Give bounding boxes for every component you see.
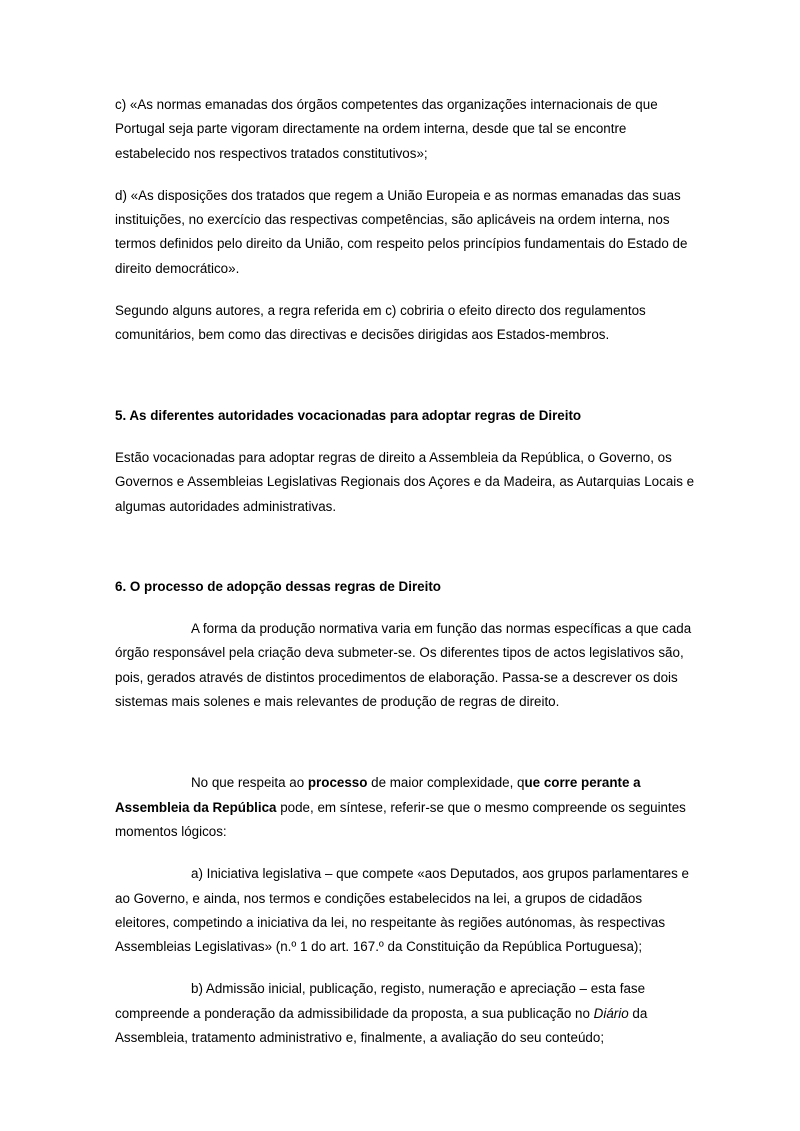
- section-5-heading: 5. As diferentes autoridades vocacionadas para adoptar regras de Direito: [115, 407, 582, 423]
- item-b-text-2: da Assembleia, tratamento administrativo e, finalmente, a avaliação do seu conteúdo;: [115, 1005, 648, 1046]
- section-5-body: Estão vocacionadas para adoptar regras de direito a Assembleia da República, o Governo, os Governos e Assembleias Legislativas Regionais dos Açores e da Madeira, as Autarquias Locais e algumas autoridades administrativas.: [115, 449, 695, 514]
- document-page: [115, 93, 695, 1050]
- item-b-paragraph: [115, 977, 695, 1050]
- section-6-body: A forma da produção normativa varia em função das normas específicas a que cada órgão responsável pela criação deva submeter-se. Os diferentes tipos de actos legislativos são, pois, gerados através de distintos procedimentos de elaboração. Passa-se a descrever os dois sistemas mais solenes e mais relevantes de produção de regras de direito.: [115, 621, 692, 710]
- process-intro-text-3: pode, em síntese, referir-se que o mesmo compreende os seguintes momentos lógicos:: [115, 799, 686, 839]
- section-6-heading: 6. O processo de adopção dessas regras de Direito: [115, 578, 441, 594]
- paragraph-segundo: Segundo alguns autores, a regra referida em c) cobriria o efeito directo dos regulamentos comunitários, bem como das directivas e decisões dirigidas aos Estados-membros.: [115, 303, 646, 343]
- process-intro-paragraph: [115, 771, 695, 844]
- process-intro-bold-2: ue corre perante a Assembleia da República: [115, 775, 641, 815]
- item-a-paragraph: a) Iniciativa legislativa – que compete «aos Deputados, aos grupos parlamentares e ao Governo, e ainda, nos termos e condições estabelecidos na lei, a grupos de cidadãos eleitores, competindo a iniciativa da lei, no respeitante às regiões autónomas, às respectivas Assembleias Legislativas» (n.º 1 do art. 167.º da Constituição da República Portuguesa);: [115, 866, 689, 955]
- process-intro-text-1: No que respeita ao: [191, 775, 308, 791]
- process-intro-text-2: de maior complexidade, q: [367, 775, 525, 791]
- item-b-text-1: b) Admissão inicial, publicação, registo, numeração e apreciação – esta fase compreende a ponderação da admissibilidade da proposta, a sua publicação no: [115, 981, 646, 1021]
- item-b-italic-diario: Diário: [593, 1005, 629, 1021]
- process-intro-bold-1: processo: [307, 775, 368, 791]
- paragraph-d: d) «As disposições dos tratados que regem a União Europeia e as normas emanadas das suas instituições, no exercício das respectivas competências, são aplicáveis na ordem interna, nos termos definidos pelo direito da União, com respeito pelos princípios fundamentais do Estado de direito democrático».: [115, 187, 688, 276]
- paragraph-c: c) «As normas emanadas dos órgãos competentes das organizações internacionais de que Portugal seja parte vigoram directamente na ordem interna, desde que tal se encontre estabelecido nos respectivos tratados constitutivos»;: [115, 97, 658, 161]
